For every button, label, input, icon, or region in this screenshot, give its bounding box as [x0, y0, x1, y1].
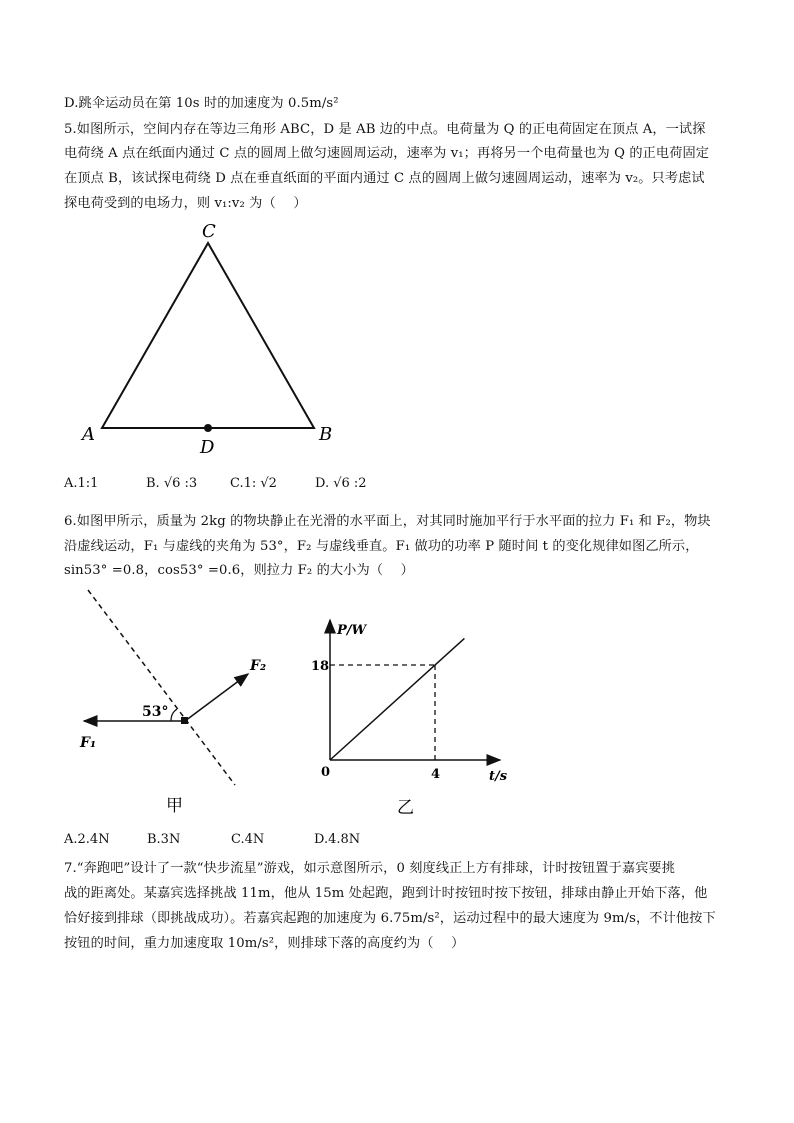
x-axis-label: t/s	[489, 769, 508, 784]
dashed-path-line	[88, 590, 235, 785]
angle-label: 53°	[142, 704, 169, 720]
q5-stem-line-4: 探电荷受到的电场力，则 v₁:v₂ 为（ ）	[64, 196, 307, 211]
q6-option-d: D.4.8N	[314, 832, 361, 847]
caption-yi: 乙	[397, 798, 414, 818]
f1-label: F₁	[80, 735, 97, 751]
power-line	[330, 638, 464, 760]
q6-option-c: C.4N	[231, 832, 265, 847]
y-tick-label: 18	[311, 659, 330, 674]
q5-triangle-figure	[70, 215, 350, 465]
label-b: B	[319, 424, 333, 445]
caption-jia: 甲	[166, 796, 183, 816]
f2-arrow	[185, 674, 248, 721]
q5-option-b: B. √6 :3	[146, 476, 198, 491]
q4-option-d: D.跳伞运动员在第 10s 时的加速度为 0.5m/s²	[64, 96, 339, 111]
block	[181, 717, 188, 724]
q5-option-d: D. √6 :2	[315, 476, 367, 491]
q6-stem-line-3: sin53° =0.8，cos53° =0.6，则拉力 F₂ 的大小为（ ）	[64, 563, 414, 578]
q6-stem-line-1: 6.如图甲所示，质量为 2kg 的物块静止在光滑的水平面上，对其同时施加平行于水平面的拉力 F₁ 和 F₂，物块	[64, 514, 711, 529]
q5-option-a: A.1:1	[64, 476, 99, 491]
q6-option-b: B.3N	[147, 832, 181, 847]
f2-label: F₂	[250, 658, 267, 674]
q5-option-c: C.1: √2	[230, 476, 277, 491]
origin-label: 0	[321, 765, 331, 780]
q7-stem-line-1: 7.“奔跑吧”设计了一款“快步流星”游戏，如示意图所示，0 刻度线正上方有排球，计时按钮置于嘉宾要挑	[64, 861, 676, 876]
label-a: A	[82, 424, 95, 445]
q6-option-a: A.2.4N	[64, 832, 110, 847]
q6-figure-jia	[70, 585, 270, 825]
angle-arc	[171, 709, 177, 721]
label-d: D	[200, 437, 215, 458]
q7-stem-line-3: 恰好接到排球（即挑战成功）。若嘉宾起跑的加速度为 6.75m/s²，运动过程中的最大速度为 9m/s，不计他按下	[64, 911, 716, 926]
label-c: C	[202, 221, 216, 242]
q6-figure-yi	[305, 610, 525, 825]
q7-stem-line-4: 按钮的时间，重力加速度取 10m/s²，则排球下落的高度约为（ ）	[64, 936, 465, 951]
x-tick-label: 4	[431, 767, 441, 782]
point-d	[204, 424, 212, 432]
q6-options	[64, 832, 764, 850]
q5-stem-line-3: 在顶点 B，该试探电荷绕 D 点在垂直纸面的平面内通过 C 点的圆周上做匀速圆周运动，速率为 v₂。只考虑试	[64, 171, 705, 186]
triangle-abc	[102, 243, 314, 428]
q5-options	[64, 476, 764, 494]
q7-stem-line-2: 战的距离处。某嘉宾选择挑战 11m，他从 15m 处起跑，跑到计时按钮时按下按钮，排球由静止开始下落，他	[64, 886, 708, 901]
y-axis-label: P/W	[337, 623, 367, 638]
q6-stem-line-2: 沿虚线运动，F₁ 与虚线的夹角为 53°，F₂ 与虚线垂直。F₁ 做功的功率 P 随时间 t 的变化规律如图乙所示，	[64, 539, 699, 554]
q5-stem-line-2: 电荷绕 A 点在纸面内通过 C 点的圆周上做匀速圆周运动，速率为 v₁；再将另一个电荷量也为 Q 的正电荷固定	[64, 146, 710, 161]
q5-stem-line-1: 5.如图所示，空间内存在等边三角形 ABC，D 是 AB 边的中点。电荷量为 Q 的正电荷固定在顶点 A，一试探	[64, 122, 706, 137]
